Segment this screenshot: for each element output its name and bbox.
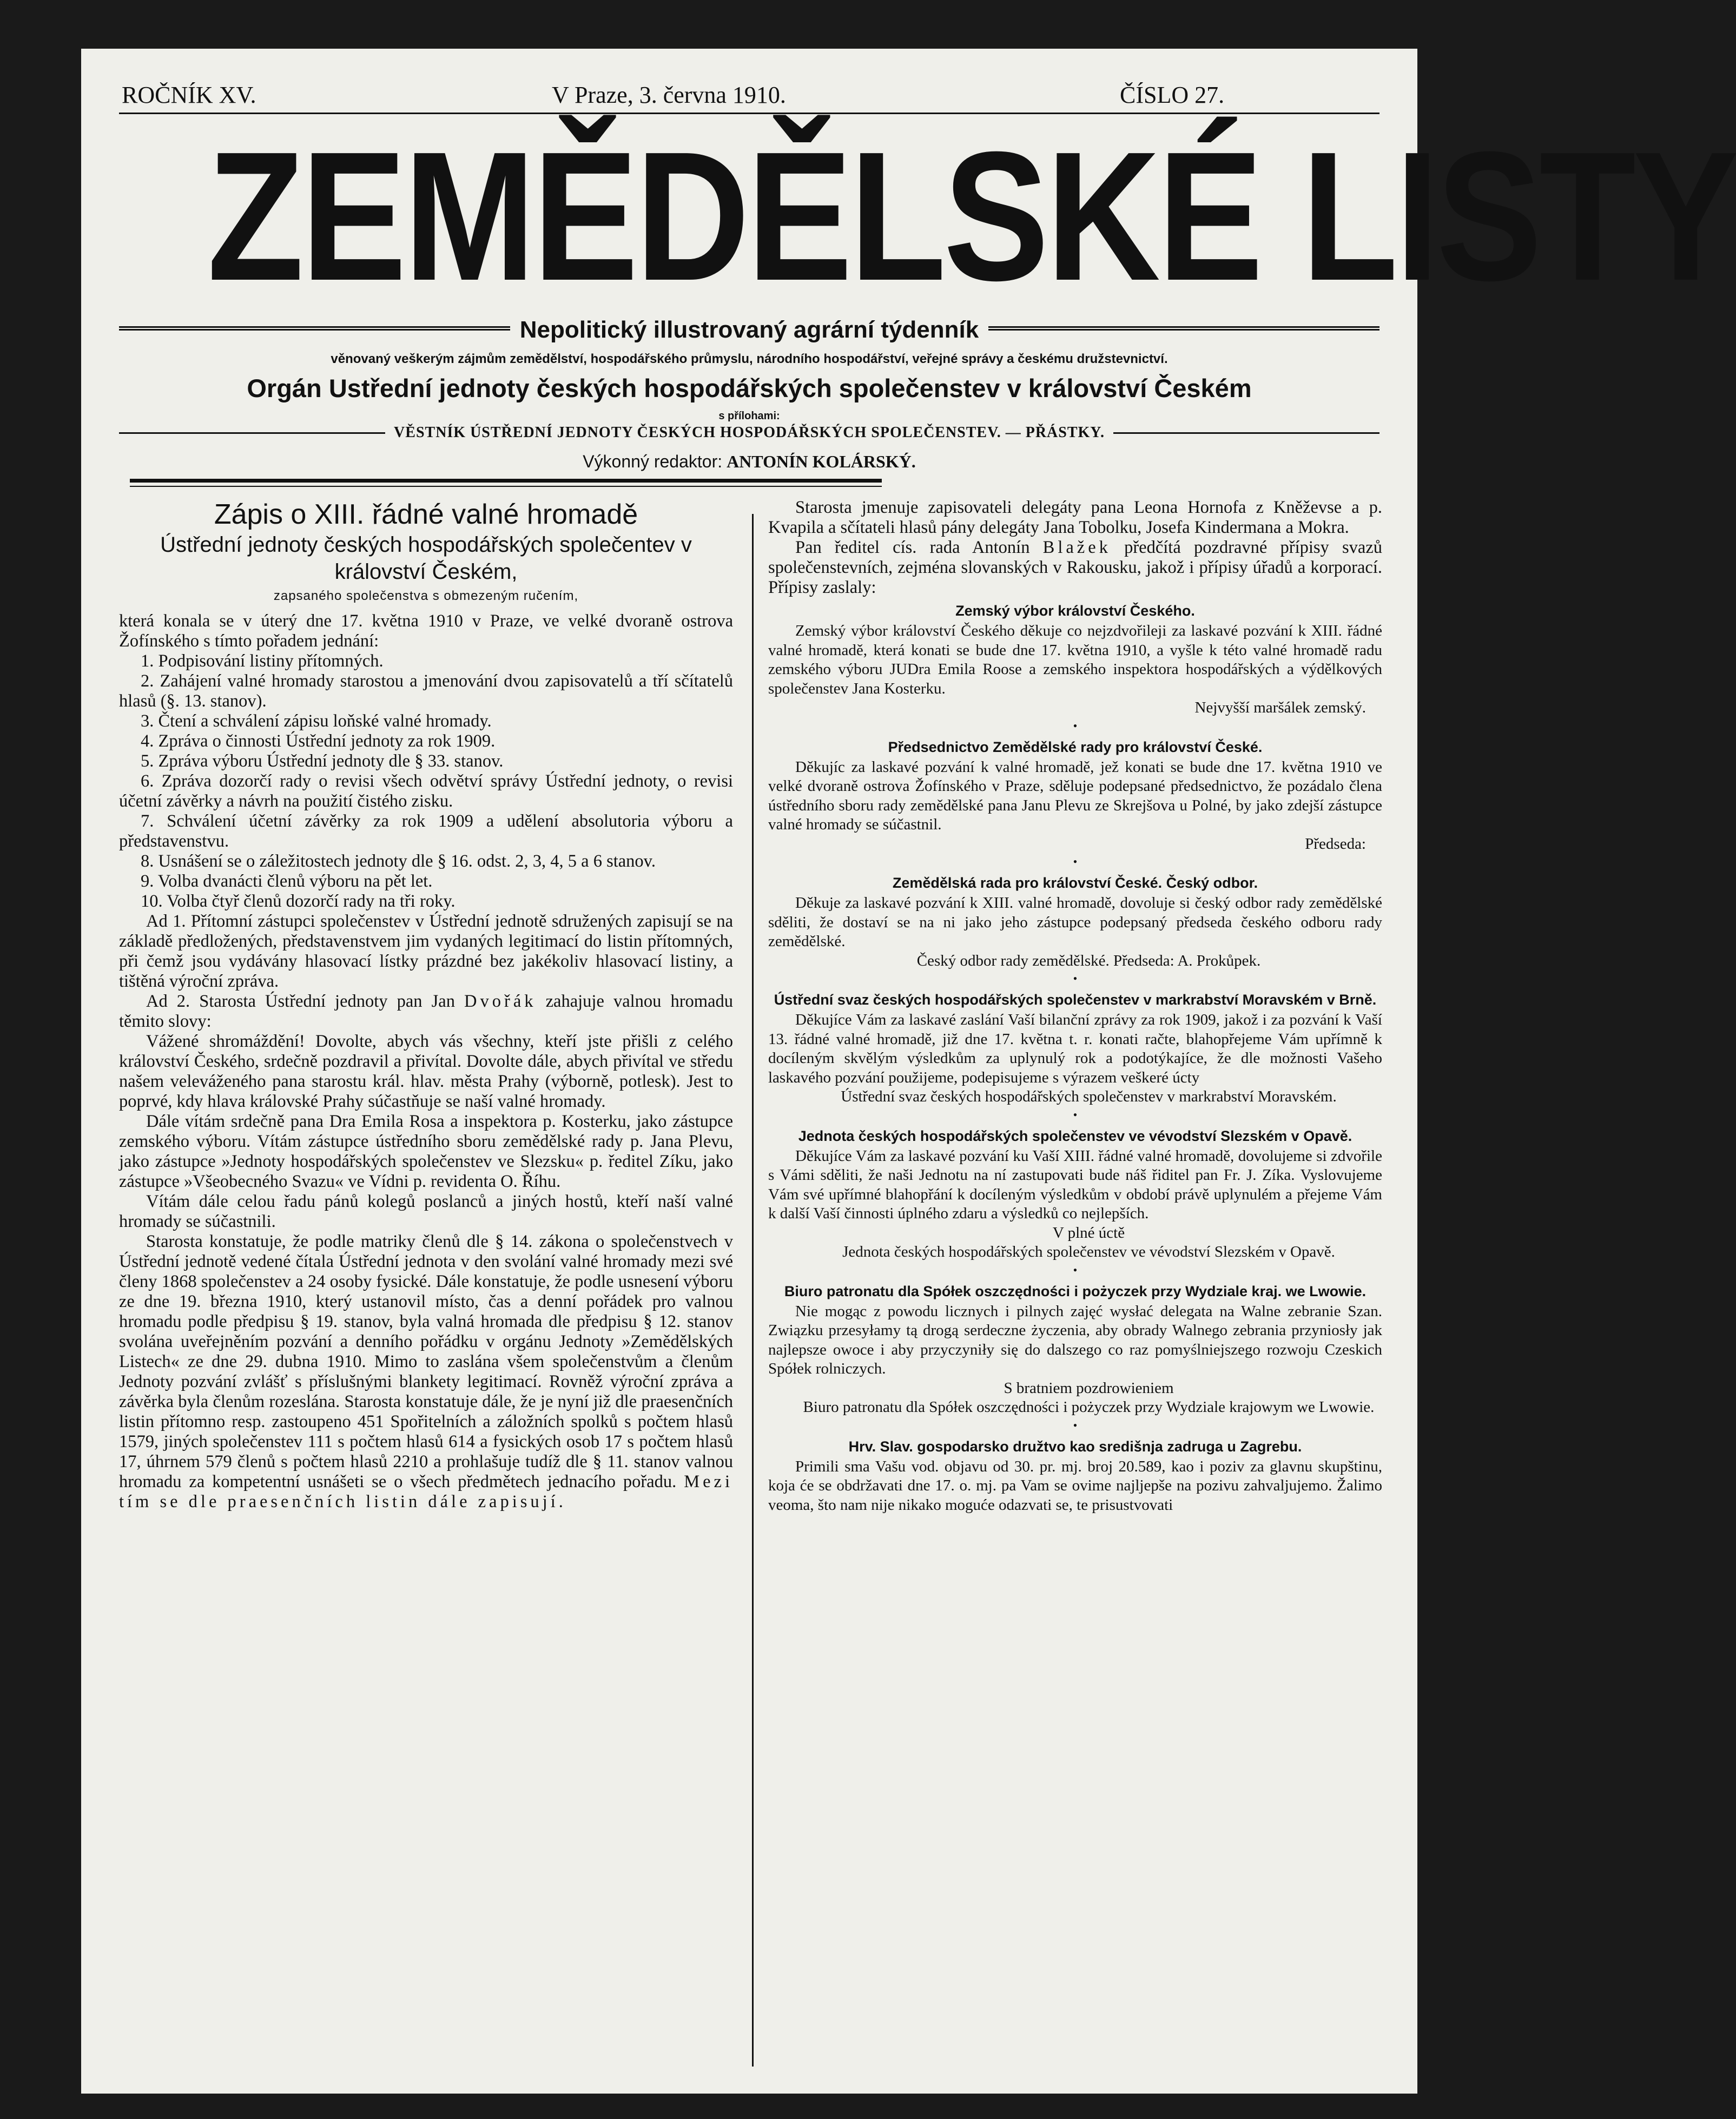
- starosta-text: Starosta konstatuje, že podle matriky členů dle § 14. zákona o společenstvech v Ústřední jednotě vedené čítala Ústřední jednota v den svolání valné hromady mezi své členy 1868 společenstev a 24 osoby fysické. Dále konstatuje, že podle usnesení výboru ze dne 19. března 1910, který ustanovil místo, čas a denní pořádek pro valnou hromadu podle předpisu § 19. stanov, byla valná hromada dle předpisu § 12. stanov svolána uveřejněním pozvání a denního pořádku v orgánu Jednoty »Zemědělských Listech« ze dne 29. dubna 1910. Mimo to zaslána všem společenstvům a členům Jednoty pozvání zvlášť s příslušnými blankety legitimací. Rovněž výroční zpráva a závěrka byla členům rozeslána. Starosta konstatuje dále, že je nyní již dle praesenčních listin přítomno resp. zastoupeno 451 Spořitelních a záložních spolků s počtem hlasů 1579, jiných společenstev 111 s počtem hlasů 614 a fysických osob 17 s počtem hlasů 17, úhrnem 579 členů s počtem hlasů 2210 a prohlašuje tudíž dle § 11. stanov valnou hromadu za kompetentní usnášeti se o všech předmětech jednacího pořadu.: [119, 1232, 733, 1491]
- subtitle-row: [119, 316, 1379, 344]
- ad1-paragraph: Ad 1. Přítomní zástupci společenstev v Ústřední jednotě sdružených zapisují se na základě předložených, představenstvem jim vydaných legitimací do listin přítomných, při čemž jsou vydávány hlasovací lístky prázdné bez jakékoliv hlasovací listiny, a tištěná výroční zpráva.: [119, 912, 733, 991]
- agenda-item: 5. Zpráva výboru Ústřední jednoty dle § 33. stanov.: [141, 751, 504, 771]
- masthead-title: ZEMĚDĚLSKÉ LISTY: [207, 114, 1736, 319]
- article-subtitle: Ústřední jednoty českých hospodářských společentev v království Českém,: [160, 533, 692, 584]
- right-paragraph-2: [768, 538, 1382, 598]
- letter-body: Primili sma Vašu vod. objavu od 30. pr. mj. broj 20.589, kao i poziv za glavnu skupštinu, koja će se obdržavati dne 17. o. mj. pa Vam se ovime najljepše na pozivu zahvaljujemo. Žalimo veoma, što nam nije nikako moguće odazvati se, te prisustvovati: [768, 1457, 1382, 1514]
- agenda-item: 6. Zpráva dozorčí rady o revisi všech odvětví správy Ústřední jednoty, o revisi účetní závěrky a návrh na použití čistého zisku.: [119, 771, 733, 811]
- p2-name: Blažek: [1042, 538, 1111, 557]
- agenda-item: 7. Schválení účetní závěrky za rok 1909 a udělení absolutoria výboru a představenstvu.: [119, 811, 733, 851]
- ad2-end: zahajuje valnou hromadu těmito slovy:: [119, 992, 734, 1031]
- issue-number: ČÍSLO 27.: [1120, 82, 1225, 108]
- letter-signature: Jednota českých hospodářských společenstev ve vévodství Slezském v Opavě.: [842, 1243, 1335, 1260]
- appendix-label: s přílohami:: [718, 410, 780, 422]
- letter-heading: Zemský výbor království Českého.: [955, 603, 1195, 619]
- p2-end: předčítá pozdravné přípisy svazů společenstevních, zejména slovanských v Rakousku, jakož i přípisy úřadů a korporací. Přípisy zaslaly:: [768, 538, 1382, 597]
- letter-body: Děkuje za laskavé pozvání k XIII. valné hromadě, dovoluje si český odbor rady zemědělské sděliti, že dostaví se na ni jako jeho zástupce podepsaný předseda českého odboru rady zemědělské.: [768, 894, 1382, 950]
- speech-paragraph-1: Vážené shromáždění! Dovolte, abych vás všechny, kteří jste přišli z celého království Českého, srdečně pozdravil a přivítal. Dovolte dále, abych přivítal ve středu našem veleváženého pana starostu král. hlav. města Prahy (výborně, potlesk). Jest to poprvé, kdy hlava královské Prahy súčastňuje se naší valné hromady.: [119, 1032, 733, 1111]
- letter-heading: Předsednictvo Zemědělské rady pro království České.: [888, 738, 1263, 755]
- left-column: [119, 498, 733, 1512]
- volume-number: ROČNÍK XV.: [122, 82, 256, 108]
- speech-paragraph-2: Dále vítám srdečně pana Dra Emila Rosa a inspektora p. Kosterku, jako zástupce zemského výboru. Vítám zástupce ústředního sboru zemědělské rady p. Jana Plevu, jako zástupce »Jednoty hospodářských společenstev ve Slezsku« p. ředitel Zíku, jako zástupce »Všeobecného Svazu« ve Vídni p. revidenta O. Říhu.: [119, 1112, 733, 1191]
- bullet-separator: •: [1073, 1418, 1078, 1432]
- letter-heading: Biuro patronatu dla Spółek oszczędności i pożyczek przy Wydziale kraj. we Lwowie.: [784, 1283, 1367, 1299]
- appendix-text: VĚSTNÍK ÚSTŘEDNÍ JEDNOTY ČESKÝCH HOSPODÁŘSKÝCH SPOLEČENSTEV. — PŘÁSTKY.: [394, 424, 1105, 441]
- subtitle: Nepolitický illustrovaný agrární týdenník: [519, 316, 979, 343]
- agenda-item: 9. Volba dvanácti členů výboru na pět let.: [141, 872, 433, 891]
- ad2-name: Dvořák: [464, 992, 537, 1011]
- right-paragraph-1: Starosta jmenuje zapisovateli delegáty pana Leona Hornofa z Kněževse a p. Kvapila a sčítateli hlasů pány delegáty Jana Tobolku, Josefa Kindermana a Mokra.: [768, 498, 1382, 537]
- newspaper-page: [81, 49, 1736, 2094]
- starosta-paragraph: [119, 1232, 733, 1512]
- agenda-item: 10. Volba čtyř členů dozorčí rady na tři roky.: [141, 892, 456, 911]
- article-subtitle-2: zapsaného společenstva s obmezeným ručením,: [273, 589, 579, 603]
- article-title: Zápis o XIII. řádné valné hromadě: [214, 499, 638, 530]
- letter-signature: Nejvyšší maršálek zemský.: [1194, 699, 1366, 716]
- editor-label: Výkonný redaktor:: [583, 452, 723, 471]
- agenda-item: 1. Podpisování listiny přítomných.: [141, 651, 384, 671]
- article-intro: která konala se v úterý dne 17. května 1910 v Praze, ve velké dvoraně ostrova Žofínského s tímto pořadem jednání:: [119, 611, 733, 651]
- subtitle-rule-left: [119, 326, 510, 334]
- ad2-start: Ad 2. Starosta Ústřední jednoty pan Jan: [146, 992, 455, 1011]
- column-divider: [752, 514, 754, 2067]
- letter-body: Děkujíce Vám za laskavé pozvání ku Vaší XIII. řádné valné hromadě, dovolujeme si zdvořile s Vámi sděliti, že naši Jednotu na ní zastupovati bude náš řiditel pan Fr. J. Zíka. Vyslovujeme Vám své upřímné blahopřání k docíleným výsledkům v období právě uplynulém a přejeme Vám k další Vaší činnosti úplného zdaru a výsledků co nejlepších.: [768, 1147, 1382, 1222]
- speech-paragraph-3: Vítám dále celou řadu pánů kolegů poslanců a jiných hostů, kteří naší valné hromady se súčastnili.: [119, 1192, 733, 1231]
- letter-heading: Hrv. Slav. gospodarsko družtvo kao središnja zadruga u Zagrebu.: [848, 1438, 1302, 1455]
- p2-start: Pan ředitel cís. rada Antonín: [795, 538, 1030, 557]
- bullet-separator: •: [1073, 1263, 1078, 1277]
- letter-signature: Český odbor rady zemědělské. Předseda: A. Prokůpek.: [916, 952, 1261, 969]
- letter-heading: Zemědělská rada pro království České. Český odbor.: [892, 875, 1258, 891]
- letter-body: Děkujíc za laskavé pozvání k valné hromadě, jež konati se bude dne 17. května 1910 ve velké dvoraně ostrova Žofínského v Praze, sděluje podepsané předsednictvo, že pozádalo člena ústředního sboru rady zemědělské pana Janu Plevu ze Skrejšova u Polné, by jako zdejší zástupce valné hromady se súčastnil.: [768, 758, 1382, 833]
- letter-body: Zemský výbor království Českého děkuje co nejzdvořileji za laskavé pozvání k XIII. řádné valné hromadě, která konati se bude dne 17. května 1910, a vyšle k této valné hromadě radu zemského výboru JUDra Emila Roose a zemského inspektora hospodářských a výdělkových společenstev Jana Kosterku.: [768, 622, 1382, 697]
- right-column: [768, 498, 1382, 1515]
- appendix-rule-right: [1113, 432, 1379, 434]
- letter-signature: Ústřední svaz českých hospodářských společenstev v markrabství Moravském.: [841, 1088, 1337, 1105]
- bullet-separator: •: [1073, 855, 1078, 868]
- issue-date: V Praze, 3. června 1910.: [552, 82, 786, 108]
- agenda-item: 3. Čtení a schválení zápisu loňské valné hromady.: [141, 711, 492, 731]
- editor-name: ANTONÍN KOLÁRSKÝ.: [727, 452, 916, 471]
- agenda-item: 2. Zahájení valné hromady starostou a jmenování dvou zapisovatelů a tří sčítatelů hlasů (§. 13. stanov).: [119, 671, 733, 711]
- letter-body: Nie mogąc z powodu licznych i pilnych zajęć wysłać delegata na Walne zebranie Szan. Związku przesyłamy tą drogą serdeczne życzenia, aby obrady Walnego zebrania przyniosły jak najlepsze owoce i aby przyczyniły się do dalszego co raz pomyślniejszego rozwoju Czeskich Spółek rolniczych.: [768, 1302, 1382, 1377]
- agenda-item: 4. Zpráva o činnosti Ústřední jednoty za rok 1909.: [141, 731, 496, 751]
- bullet-separator: •: [1073, 718, 1078, 732]
- scope-line: věnovaný veškerým zájmům zemědělství, hospodářského průmyslu, národního hospodářství, veřejné správy a českému družstevnictví.: [331, 352, 1168, 366]
- letter-heading: Jednota českých hospodářských společenstev ve vévodství Slezském v Opavě.: [798, 1127, 1352, 1144]
- letter-greeting: S bratniem pozdrowieniem: [1004, 1379, 1174, 1397]
- letter-greeting: V plné úctě: [1052, 1224, 1125, 1242]
- starosta-spaced: Mezi tím se dle praesenčních listin dále zapisují.: [119, 1472, 733, 1511]
- editor-line: [119, 452, 1379, 472]
- agenda-item: 8. Usnášení se o záležitostech jednoty dle § 16. odst. 2, 3, 4, 5 a 6 stanov.: [141, 851, 656, 871]
- letter-body: Děkujíce Vám za laskavé zaslání Vaší bilanční zprávy za rok 1909, jakož i za pozvání k Vaší 13. řádné valné hromadě, již dne 17. května t. r. konati račte, blahopřejeme Vám upřímně k docíleným skvělým výsledkům za uplynulý rok a podotýkajíce, že dle možnosti Vašeho laskavého pozvání použijeme, podepisujeme s výrazem veškeré úcty: [768, 1011, 1382, 1086]
- organ-line: Orgán Ustřední jednoty českých hospodářských společenstev v království Českém: [247, 374, 1252, 402]
- letter-heading: Ústřední svaz českých hospodářských společenstev v markrabství Moravském v Brně.: [774, 992, 1377, 1008]
- appendix-row: [119, 422, 1379, 444]
- bullet-separator: •: [1073, 1107, 1078, 1121]
- letter-signature: Biuro patronatu dla Spółek oszczędności i pożyczek przy Wydziale krajowym we Lwowie.: [803, 1398, 1375, 1416]
- header-rule: [130, 479, 882, 483]
- header-rule-thin: [130, 486, 882, 487]
- subtitle-rule-right: [988, 326, 1379, 334]
- bullet-separator: •: [1073, 972, 1078, 985]
- appendix-rule-left: [119, 432, 385, 434]
- ad2-paragraph: [119, 992, 733, 1032]
- letter-signature: Předseda:: [1305, 835, 1366, 853]
